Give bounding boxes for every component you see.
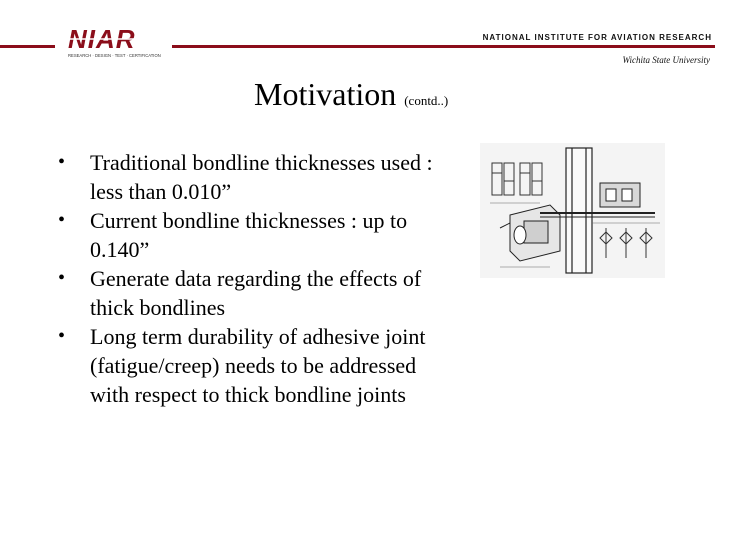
bullet-icon: • [58, 151, 66, 173]
bullet-icon: • [58, 325, 66, 347]
bullet-icon: • [58, 209, 66, 231]
bullet-text: Traditional bondline thicknesses used : less than 0.010” [90, 150, 433, 204]
slide-title-suffix: (contd..) [404, 93, 449, 108]
bullet-text: Generate data regarding the effects of thick bondlines [90, 266, 422, 320]
header-rule-right [170, 45, 715, 48]
university-name: Wichita State University [622, 55, 710, 65]
bullet-item [58, 206, 438, 264]
slide-title-main: Motivation [254, 76, 397, 112]
niar-logo [62, 24, 172, 62]
header-rule-left [0, 45, 55, 48]
bullet-text: Long term durability of adhesive joint (fatigue/creep) needs to be addressed with respect to thick bondline joints [90, 324, 426, 407]
slide-title [254, 76, 448, 113]
bullet-item [58, 264, 438, 322]
org-name: NATIONAL INSTITUTE FOR AVIATION RESEARCH [482, 33, 712, 42]
bullet-item [58, 148, 438, 206]
bullet-text: Current bondline thicknesses : up to 0.140” [90, 208, 408, 262]
bullet-list [58, 148, 438, 409]
bullet-icon: • [58, 267, 66, 289]
svg-text:RESEARCH · DESIGN · TEST · CER: RESEARCH · DESIGN · TEST · CERTIFICATION [68, 53, 161, 58]
bullet-item [58, 322, 438, 409]
test-fixture-drawing-icon [480, 143, 665, 278]
svg-text:NIAR: NIAR [68, 24, 136, 54]
